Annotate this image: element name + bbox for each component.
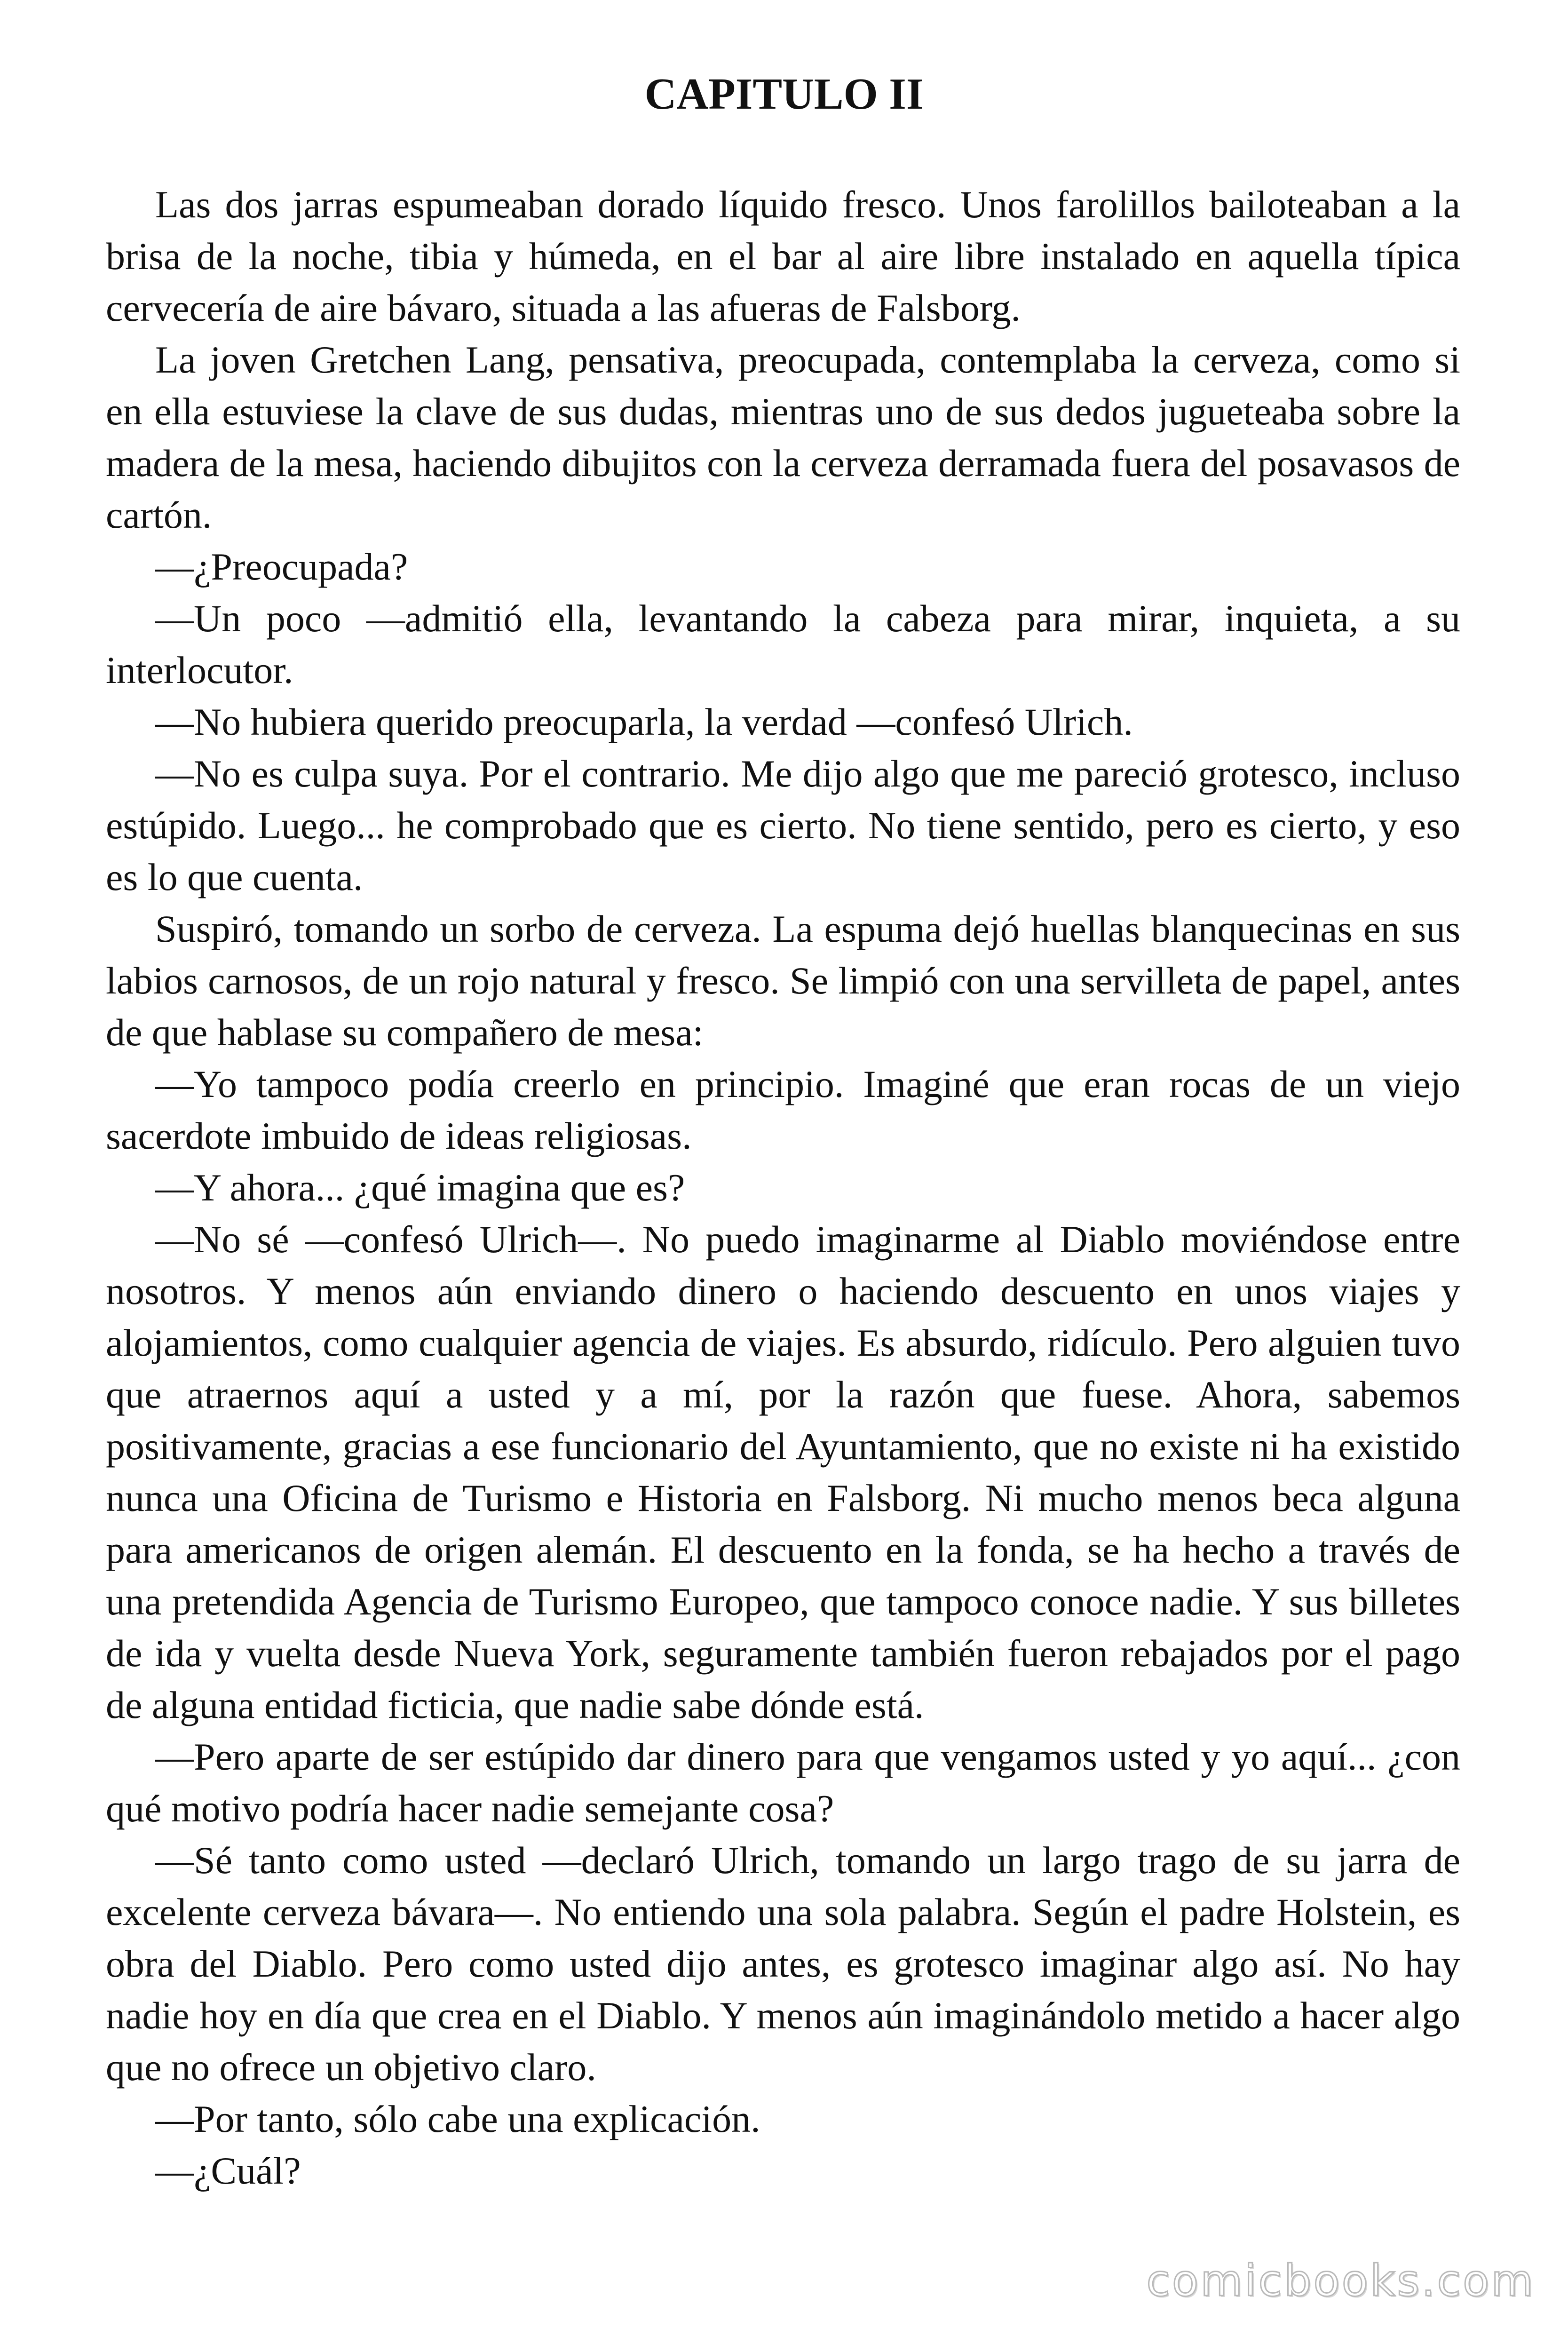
paragraph: Las dos jarras espumeaban dorado líquido fresco. Unos farolillos bailoteaban a la brisa de la noche, tibia y húmeda, en el bar al aire libre instalado en aquella típica cervecería de aire bávaro, situada a las afueras de Falsborg. [106, 183, 1460, 329]
paragraph: —No hubiera querido preocuparla, la verdad —confesó Ulrich. [155, 700, 1133, 743]
paragraph: Suspiró, tomando un sorbo de cerveza. La espuma dejó huellas blanquecinas en sus labios carnosos, de un rojo natural y fresco. Se limpió con una servilleta de papel, antes de que hablase su compañero de mesa: [106, 907, 1460, 1054]
paragraph: —Por tanto, sólo cabe una explicación. [155, 2098, 760, 2140]
body-text [106, 179, 1460, 2197]
paragraph: —Yo tampoco podía creerlo en principio. Imaginé que eran rocas de un viejo sacerdote imbuido de ideas religiosas. [106, 1063, 1460, 1157]
paragraph: —¿Cuál? [155, 2149, 301, 2192]
paragraph: La joven Gretchen Lang, pensativa, preocupada, contemplaba la cerveza, como si en ella estuviese la clave de sus dudas, mientras uno de sus dedos jugueteaba sobre la madera de la mesa, haciendo dibujitos con la cerveza derramada fuera del posavasos de cartón. [106, 338, 1460, 536]
paragraph: —Sé tanto como usted —declaró Ulrich, tomando un largo trago de su jarra de excelente cerveza bávara—. No entiendo una sola palabra. Según el padre Holstein, es obra del Diablo. Pero como usted dijo antes, es grotesco imaginar algo así. No hay nadie hoy en día que crea en el Diablo. Y menos aún imaginándolo metido a hacer algo que no ofrece un objetivo claro. [106, 1839, 1460, 2089]
paragraph: —No sé —confesó Ulrich—. No puedo imaginarme al Diablo moviéndose entre nosotros. Y menos aún enviando dinero o haciendo descuento en unos viajes y alojamientos, como cualquier agencia de viajes. Es absurdo, ridículo. Pero alguien tuvo que atraernos aquí a usted y a mí, por la razón que fuese. Ahora, sabemos positivamente, gracias a ese funcionario del Ayuntamiento, que no existe ni ha existido nunca una Oficina de Turismo e Historia en Falsborg. Ni mucho menos beca alguna para americanos de origen alemán. El descuento en la fonda, se ha hecho a través de una pretendida Agencia de Turismo Europeo, que tampoco conoce nadie. Y sus billetes de ida y vuelta desde Nueva York, seguramente también fueron rebajados por el pago de alguna entidad ficticia, que nadie sabe dónde está. [106, 1218, 1460, 1726]
paragraph: —¿Preocupada? [155, 545, 408, 588]
paragraph: —Pero aparte de ser estúpido dar dinero para que vengamos usted y yo aquí... ¿con qué motivo podría hacer nadie semejante cosa? [106, 1735, 1460, 1830]
watermark: comicbooks.com [1146, 2256, 1535, 2306]
paragraph: —No es culpa suya. Por el contrario. Me dijo algo que me pareció grotesco, incluso estúpido. Luego... he comprobado que es cierto. No tiene sentido, pero es cierto, y eso es lo que cuenta. [106, 752, 1460, 898]
paragraph: —Y ahora... ¿qué imagina que es? [155, 1166, 685, 1209]
paragraph: —Un poco —admitió ella, levantando la cabeza para mirar, inquieta, a su interlocutor. [106, 597, 1460, 691]
chapter-title: CAPITULO II [644, 70, 924, 119]
